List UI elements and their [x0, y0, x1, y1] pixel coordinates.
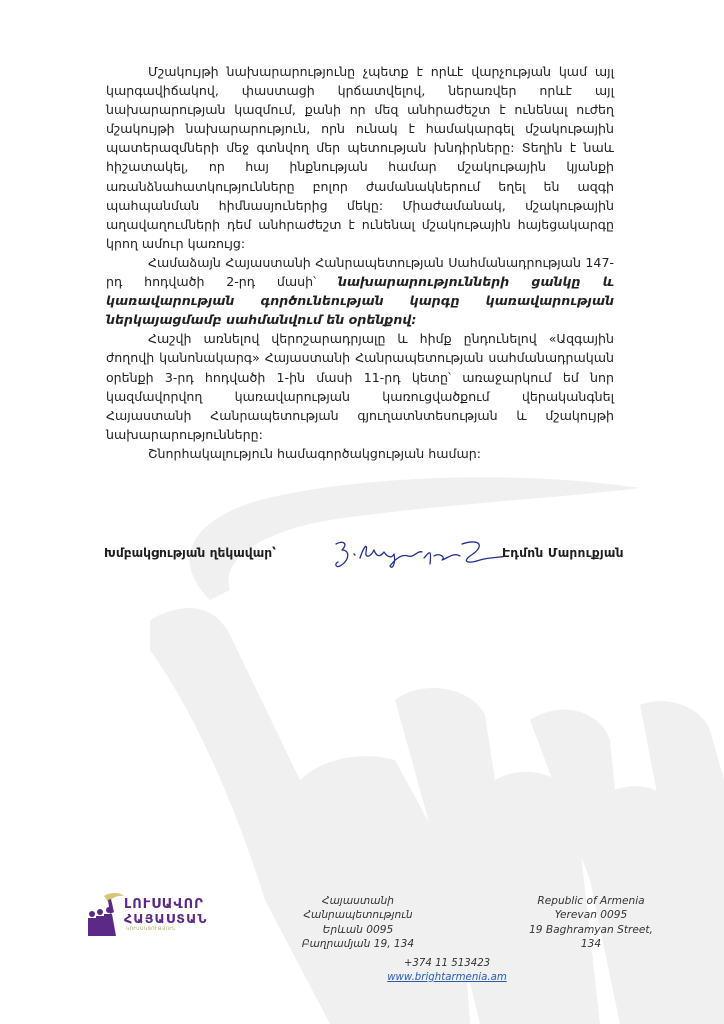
phone-number: +374 11 513423: [403, 958, 491, 969]
address-en-line-3: 19 Baghramyan Street, 134: [529, 923, 653, 950]
letter-body: [106, 62, 614, 463]
handwritten-signature: [330, 536, 510, 572]
address-am-line-2: Երևան 0095: [322, 923, 394, 936]
logo-line-3: ԿՈՒՍԱԿՑՈՒԹՅՈՒՆ: [126, 927, 176, 932]
address-english: [520, 894, 662, 951]
address-am-line-3: Բաղրամյան 19, 134: [301, 937, 415, 950]
signatory-title: Խմբակցության ղեկավար՝: [104, 546, 277, 560]
paragraph-3: Հաշվի առնելով վերոշարադրյալը և հիմք ընդունելով «Ազգային ժողովի կանոնակարգ» Հայաստանի Հանրապետության սահմանադրական օրենքի 3-րդ հոդվածի 1-ին մասի 11-րդ կետը՝ առաջարկում եմ նոր կազմավորվող կառավարության կառուցվածքում վերականգնել Հայաստանի Հանրապետության գյուղատնտեսության և մշակույթի նախարարությունները:: [106, 331, 614, 442]
paragraph-2-emphasis: նախարարությունների ցանկը և կառավարության գործունեության կարգը կառավարության ներկայացմամբ սահմանվում են օրենքով:: [106, 274, 614, 328]
paragraph-2: [106, 253, 614, 329]
address-en-line-1: Republic of Armenia: [537, 895, 645, 907]
logo-line-1: ԼՈՒՍԱՎՈՐ: [124, 897, 204, 912]
address-am-line-1: Հայաստանի Հանրապետություն: [303, 895, 413, 922]
paragraph-4: Շնորհակալություն համագործակցության համար:: [148, 445, 481, 461]
signatory-name: Էդմոն Մարուքյան: [502, 546, 624, 560]
website-link[interactable]: www.brightarmenia.am: [387, 972, 507, 983]
logo-line-2: ՀԱՅԱՍՏԱՆ: [124, 911, 208, 926]
address-armenian: [278, 894, 438, 951]
paragraph-2-text: Համաձայն Հայաստանի Հանրապետության Սահմանադրության 147-րդ հոդվածի 2-րդ մասի՝: [106, 254, 614, 290]
signature-block: [0, 536, 724, 572]
address-en-line-2: Yerevan 0095: [554, 909, 628, 922]
contact-info: [380, 957, 514, 985]
torch-bearers-icon: [86, 892, 124, 938]
party-logo: [86, 892, 206, 938]
paragraph-1: Մշակույթի նախարարությունը չպետք է որևէ վարչության կամ այլ կարգավիճակով, փաստացի կրճատվելով, ներառվեր որևէ այլ նախարարության կազմում, քանի որ մեզ անհրաժեշտ է ունենալ ուժեղ մշակույթի նախարարություն, որն ունակ է համակարգել մշակութային պատերազմների մեջ գտնվող մեր պետության խնդիրները: Տեղին է նաև հիշատակել, որ հայ ինքնության համար մշակութային կյանքի առանձնահատկությունները բոլոր ժամանակներում եղել են ազգի պահպանման հիմնասյուներից մեկը: Միաժամանակ, մշակութային աղավաղումների դեմ անհրաժեշտ է ունենալ մշակութային հայեցակարգը կրող ամուր կառույց:: [106, 64, 614, 251]
